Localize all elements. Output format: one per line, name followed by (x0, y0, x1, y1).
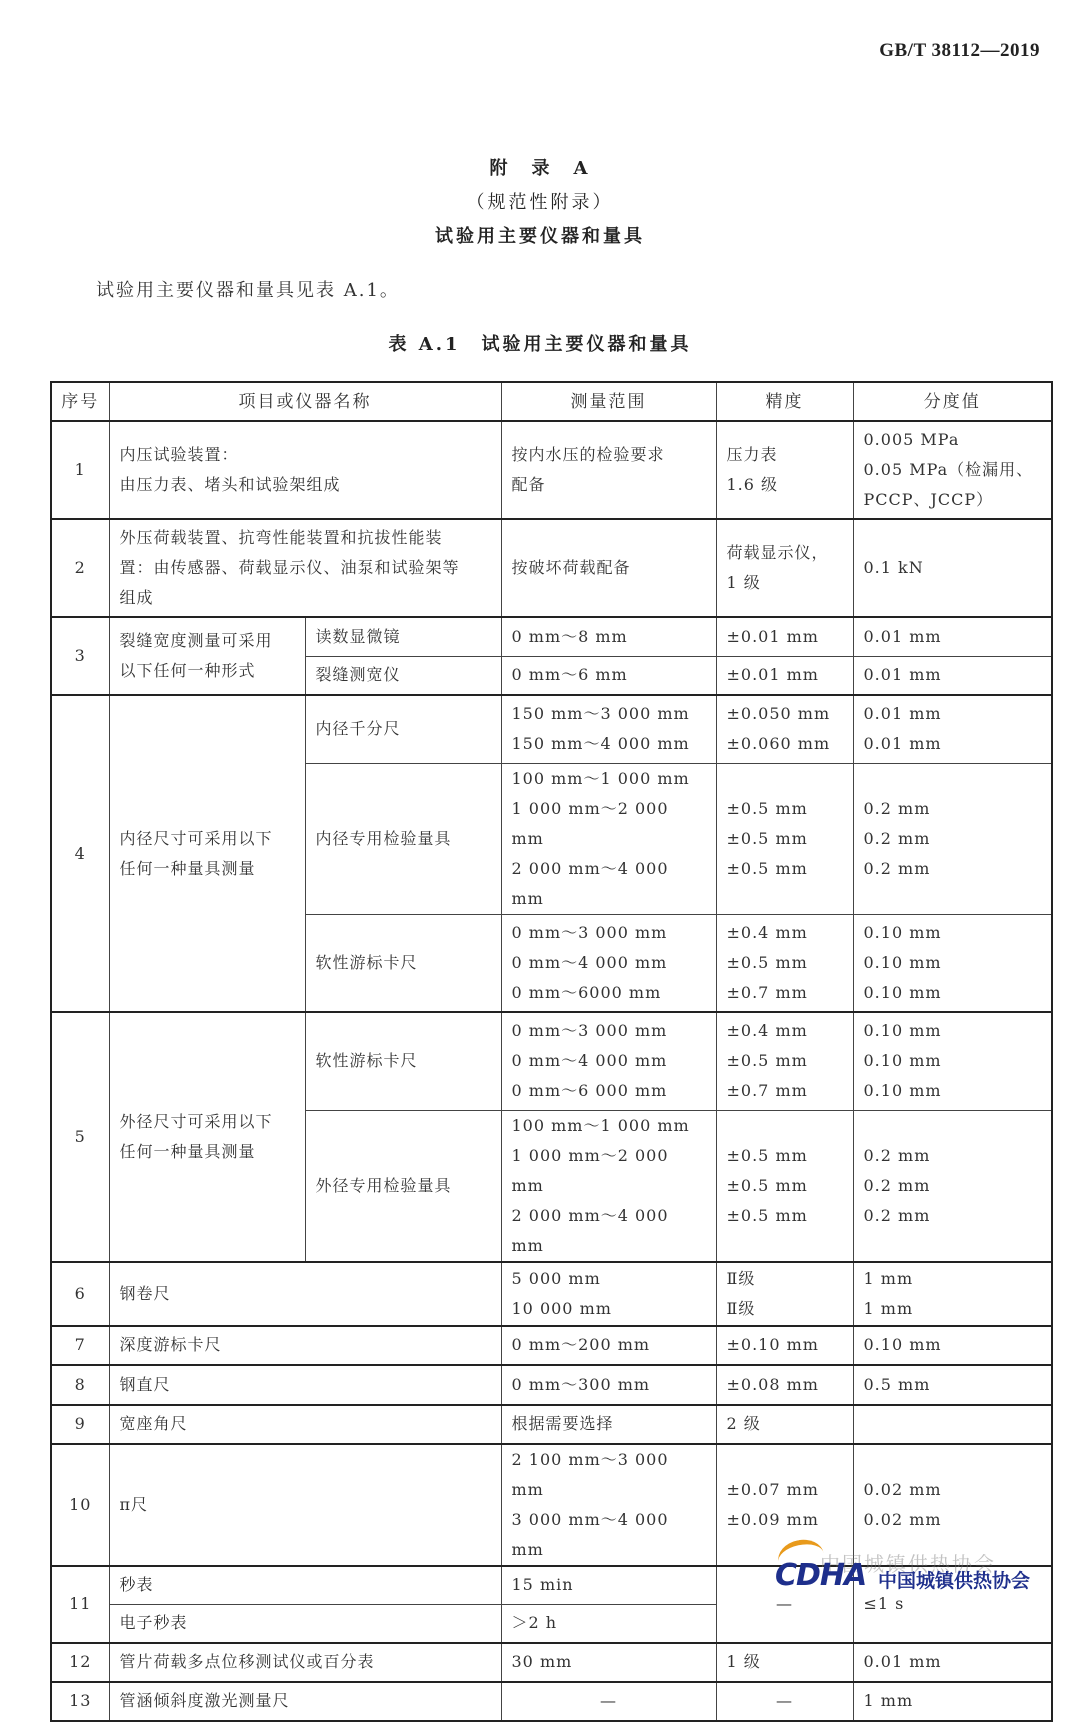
precision: ±0.07 mm ±0.09 mm (716, 1444, 853, 1566)
table-row (51, 1405, 1052, 1444)
sub-item-name: 软性游标卡尺 (305, 914, 501, 1012)
logo-mark: CDHA (775, 1558, 867, 1593)
table-row (51, 1365, 1052, 1405)
precision: ±0.4 mm ±0.5 mm ±0.7 mm (716, 1012, 853, 1110)
header-name: 项目或仪器名称 (109, 382, 501, 421)
item-name: 管涵倾斜度激光测量尺 (109, 1682, 501, 1721)
row-no: 3 (51, 617, 109, 695)
precision: — (716, 1566, 853, 1643)
item-name: 秒表 (109, 1566, 501, 1605)
division: 0.5 mm (853, 1365, 1052, 1405)
sub-item-name: 内径千分尺 (305, 695, 501, 763)
instruments-table (50, 381, 1053, 1722)
division: 0.005 MPa 0.05 MPa（检漏用、 PCCP、JCCP） (853, 421, 1052, 519)
intro-text: 试验用主要仪器和量具见表 A.1。 (96, 280, 400, 301)
appendix-title: 附 录 A (489, 158, 591, 179)
header-no: 序号 (51, 382, 109, 421)
division: 0.01 mm 0.01 mm (853, 695, 1052, 763)
precision: ±0.050 mm ±0.060 mm (716, 695, 853, 763)
range: 2 100 mm～3 000 mm 3 000 mm～4 000 mm (501, 1444, 716, 1566)
precision: ±0.5 mm ±0.5 mm ±0.5 mm (716, 1110, 853, 1262)
row-no: 11 (51, 1566, 109, 1643)
range: 30 mm (501, 1643, 716, 1682)
range: 100 mm～1 000 mm 1 000 mm～2 000 mm 2 000 mm～4 000 mm (501, 763, 716, 914)
item-name: 管片荷载多点位移测试仪或百分表 (109, 1643, 501, 1682)
range: 0 mm～3 000 mm 0 mm～4 000 mm 0 mm～6 000 mm (501, 1012, 716, 1110)
precision: — (716, 1682, 853, 1721)
row-no: 6 (51, 1262, 109, 1326)
item-name: 钢卷尺 (109, 1262, 501, 1326)
range: 5 000 mm 10 000 mm (501, 1262, 716, 1326)
table-row (51, 421, 1052, 519)
row-no: 2 (51, 519, 109, 617)
table-row (51, 617, 1052, 656)
table-row (51, 1262, 1052, 1326)
table-row (51, 519, 1052, 617)
item-name: π尺 (109, 1444, 501, 1566)
item-name: 钢直尺 (109, 1365, 501, 1405)
row-no: 4 (51, 695, 109, 1012)
row-no: 1 (51, 421, 109, 519)
standard-number: GB/T 38112—2019 (879, 40, 1040, 61)
item-name: 裂缝宽度测量可采用 以下任何一种形式 (109, 617, 305, 695)
division: 0.10 mm 0.10 mm 0.10 mm (853, 1012, 1052, 1110)
range: 0 mm～300 mm (501, 1365, 716, 1405)
item-name: 外径尺寸可采用以下 任何一种量具测量 (109, 1012, 305, 1262)
division (853, 1405, 1052, 1444)
table-row (51, 1643, 1052, 1682)
precision: ±0.08 mm (716, 1365, 853, 1405)
row-no: 10 (51, 1444, 109, 1566)
precision: 压力表 1.6 级 (716, 421, 853, 519)
division: 0.10 mm (853, 1326, 1052, 1365)
appendix-subtitle: 试验用主要仪器和量具 (435, 226, 645, 247)
precision: 1 级 (716, 1643, 853, 1682)
logo-watermark: 中国城镇供热协会 (820, 1552, 996, 1576)
sub-item-name: 软性游标卡尺 (305, 1012, 501, 1110)
range: 0 mm～6 mm (501, 656, 716, 695)
row-no: 7 (51, 1326, 109, 1365)
precision: ±0.01 mm (716, 656, 853, 695)
division: 0.02 mm 0.02 mm (853, 1444, 1052, 1566)
logo-text: 中国城镇供热协会 (878, 1570, 1031, 1592)
range: 0 mm～3 000 mm 0 mm～4 000 mm 0 mm～6000 mm (501, 914, 716, 1012)
division: ≤1 s (853, 1566, 1052, 1643)
table-row (51, 695, 1052, 763)
range: 0 mm～8 mm (501, 617, 716, 656)
table-row (51, 1682, 1052, 1721)
range: — (501, 1682, 716, 1721)
sub-item-name: 读数显微镜 (305, 617, 501, 656)
row-no: 12 (51, 1643, 109, 1682)
header-division: 分度值 (853, 382, 1052, 421)
item-name: 外压荷载装置、抗弯性能装置和抗拔性能装 置：由传感器、荷载显示仪、油泵和试验架等 组成 (109, 519, 501, 617)
item-name: 内径尺寸可采用以下 任何一种量具测量 (109, 695, 305, 1012)
item-name: 宽座角尺 (109, 1405, 501, 1444)
precision: Ⅱ级 Ⅱ级 (716, 1262, 853, 1326)
table-header-row (51, 382, 1052, 421)
header-range: 测量范围 (501, 382, 716, 421)
appendix-type: （规范性附录） (466, 192, 614, 213)
precision: ±0.4 mm ±0.5 mm ±0.7 mm (716, 914, 853, 1012)
range: 0 mm～200 mm (501, 1326, 716, 1365)
precision: ±0.10 mm (716, 1326, 853, 1365)
table-caption: 表 A.1 试验用主要仪器和量具 (388, 334, 692, 355)
table-row (51, 1326, 1052, 1365)
range: 按内水压的检验要求 配备 (501, 421, 716, 519)
item-name: 内压试验装置： 由压力表、堵头和试验架组成 (109, 421, 501, 519)
range: 150 mm～3 000 mm 150 mm～4 000 mm (501, 695, 716, 763)
row-no: 9 (51, 1405, 109, 1444)
precision: ±0.5 mm ±0.5 mm ±0.5 mm (716, 763, 853, 914)
division: 0.2 mm 0.2 mm 0.2 mm (853, 763, 1052, 914)
division: 0.01 mm (853, 617, 1052, 656)
item-name: 电子秒表 (109, 1605, 501, 1643)
division: 0.2 mm 0.2 mm 0.2 mm (853, 1110, 1052, 1262)
range: 15 min (501, 1566, 716, 1605)
range: 根据需要选择 (501, 1405, 716, 1444)
division: 1 mm (853, 1682, 1052, 1721)
sub-item-name: 裂缝测宽仪 (305, 656, 501, 695)
row-no: 13 (51, 1682, 109, 1721)
sub-item-name: 外径专用检验量具 (305, 1110, 501, 1262)
precision: 荷载显示仪， 1 级 (716, 519, 853, 617)
range: ＞2 h (501, 1605, 716, 1643)
sub-item-name: 内径专用检验量具 (305, 763, 501, 914)
range: 按破坏荷载配备 (501, 519, 716, 617)
item-name: 深度游标卡尺 (109, 1326, 501, 1365)
division: 0.01 mm (853, 1643, 1052, 1682)
precision: ±0.01 mm (716, 617, 853, 656)
header-precision: 精度 (716, 382, 853, 421)
division: 0.01 mm (853, 656, 1052, 695)
row-no: 5 (51, 1012, 109, 1262)
division: 1 mm 1 mm (853, 1262, 1052, 1326)
range: 100 mm～1 000 mm 1 000 mm～2 000 mm 2 000 mm～4 000 mm (501, 1110, 716, 1262)
precision: 2 级 (716, 1405, 853, 1444)
division: 0.10 mm 0.10 mm 0.10 mm (853, 914, 1052, 1012)
table-row (51, 1012, 1052, 1110)
division: 0.1 kN (853, 519, 1052, 617)
row-no: 8 (51, 1365, 109, 1405)
